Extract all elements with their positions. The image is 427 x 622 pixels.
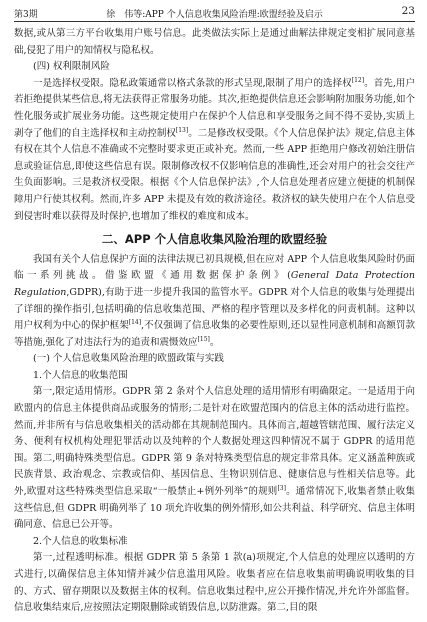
paragraph: 我国有关个人信息保护方面的法律法规已初具规模,但在应对 APP 个人信息收集风险时仍面临一系列挑战。借鉴欧盟《通用数据保护条例》(General Data Protection Regulation,GDPR),有助于进一步提升我国的监管水平。GDPR 对个人信息的收集与处理提出了详细的操作指引,包括明确的信息收集范围、严格的程序管理以及多样化的问责机制。这种以用户权利为中心的保护框架[14],不仅强调了信息收集的必要性原则,还以显性同意机制和高额罚款等措施,强化了对违法行为的追责和震慑效应[15]。 [14,253,415,348]
paragraph: 第一,限定适用情形。GDPR 第 2 条对个人信息处理的适用情形有明确限定。一是适用于向欧盟内的信息主体提供商品或服务的情形;二是针对在欧盟范围内的信息主体的活动进行监控。然而,并非所有与信息收集相关的活动都在其规制范围内。具体而言,超越管辖范围、履行法定义务、便利有权机构处理犯罪活动以及纯粹的个人数据处理这四种情况不属于 GDPR 的适用范围。第二,明确特殊类型信息。GDPR 第 9 条对特殊类型信息的规定非常具体。定义涵盖种族或民族背景、政治观念、宗教或信仰、基因信息、生物识别信息、健康信息与性相关信息等。此外,欧盟对这些特殊类型信息采取“一般禁止+例外列举”的规则[3]。通常情况下,收集者禁止收集这些信息,但 GDPR 明确列举了 10 项允许收集的例外情形,如公共利益、科学研究、信息主体明确同意、信息已公开等。 [14,386,415,531]
paragraph: 一是选择权受限。隐私政策通常以格式条款的形式呈现,限制了用户的选择权[12]。首先,用户若拒绝提供某些信息,将无法获得正常服务功能。其次,拒绝提供信息还会影响附加服务功能,如个性化服务或扩展业务功能。这些规定使用户在保护个人信息和享受服务之间不得不妥协,实质上剥夺了他们的自主选择权和主动控制权[13]。二是修改权受限。《个人信息保护法》规定,信息主体有权在其个人信息不准确或不完整时要求更正或补充。然而,一些 APP 拒绝用户修改初始注册信息或验证信息,即使这些信息有误。限制修改权不仅影响信息的准确性,还会对用户的社会交往产生负面影响。三是救济权受限。根据《个人信息保护法》,个人信息处理者应建立便捷的机制保障用户行使其权利。然而,许多 APP 未提及有效的救济途径。救济权的缺失使用户在个人信息受到侵害时难以获得及时保护,也增加了维权的难度和成本。 [14,76,415,222]
page-number: 23 [401,5,415,17]
article-body [14,26,415,617]
paragraph: 第一,过程透明标准。根据 GDPR 第 5 条第 1 款(a)项规定,个人信息的处理应以透明的方式进行,以确保信息主体知情并减少信息滥用风险。收集者应在信息收集前明确说明收集的目的、方式、留存期限以及数据主体的权利。信息收集过程中,应公开操作情况,并允许外部监督。信息收集结束后,应按照法定期限删除或销毁信息,以防泄露。第二,目的限 [14,552,415,614]
sub-subsection-heading: 1.个人信息的收集范围 [33,369,128,381]
subsection-heading: (一) 个人信息收集风险治理的欧盟政策与实践 [33,353,224,365]
paragraph-continuation: 数据,或从第三方平台收集用户账号信息。此类做法实际上是通过曲解法律规定变相扩展同意基础,侵犯了用户的知情权与隐私权。 [14,28,415,56]
running-title: 徐 伟等:APP 个人信息收集风险治理:欧盟经验及启示 [106,10,323,20]
issue-number: 第3期 [14,10,38,20]
subsection-heading: (四) 权利限制风险 [33,61,110,73]
header-rule [14,21,415,22]
page-header [14,5,415,21]
sub-subsection-heading: 2.个人信息的收集标准 [33,535,128,547]
section-heading: 二、APP 个人信息收集风险治理的欧盟经验 [101,232,328,247]
